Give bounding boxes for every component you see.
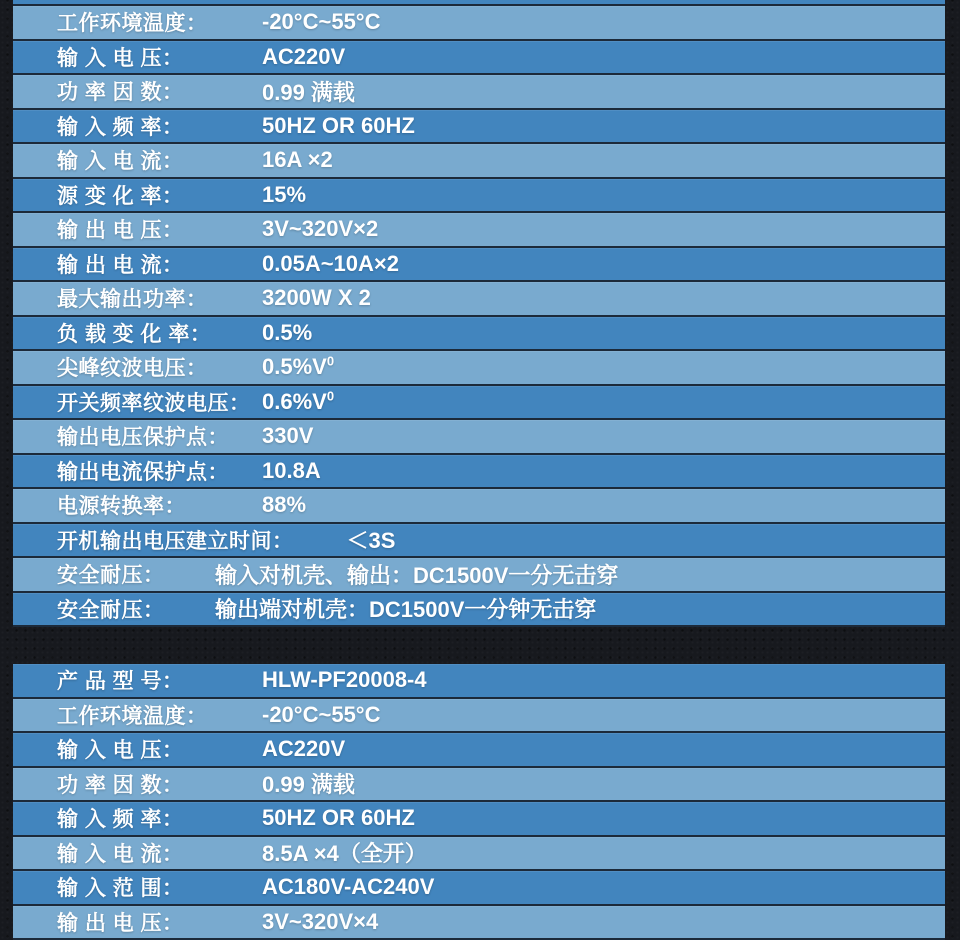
spec-label: 输 入 电 流： — [57, 145, 262, 175]
spec-row — [13, 768, 945, 803]
spec-label: 尖峰纹波电压： — [57, 352, 262, 382]
spec-value: 输出端对机壳：DC1500V一分钟无击穿 — [215, 593, 596, 624]
spec-label: 产 品 型 号： — [57, 665, 262, 695]
spec-label: 输 入 范 围： — [57, 872, 262, 902]
spec-label: 输 出 电 流： — [57, 249, 262, 279]
spec-label: 输出电压保护点： — [57, 421, 262, 451]
spec-label: 输出电流保护点： — [57, 456, 262, 486]
spec-label: 安全耐压： — [57, 559, 215, 589]
spec-row — [13, 699, 945, 734]
spec-label: 工作环境温度： — [57, 7, 262, 37]
spec-value: AC220V — [262, 44, 345, 70]
spec-label: 功 率 因 数： — [57, 76, 262, 106]
spec-value-superscript: 0 — [327, 354, 334, 369]
spec-label: 工作环境温度： — [57, 700, 262, 730]
spec-label: 电源转换率： — [57, 490, 262, 520]
spec-row — [13, 282, 945, 317]
spec-row — [13, 110, 945, 145]
spec-label: 最大输出功率： — [57, 283, 262, 313]
spec-label: 输 入 频 率： — [57, 803, 262, 833]
spec-value: 3200W X 2 — [262, 285, 371, 311]
spec-row — [13, 351, 945, 386]
spec-value: -20°C~55°C — [262, 702, 381, 728]
spec-value: 88% — [262, 492, 306, 518]
spec-row — [13, 837, 945, 872]
spec-value: 8.5A ×4（全开） — [262, 837, 427, 868]
spec-row — [13, 144, 945, 179]
spec-row — [13, 871, 945, 906]
spec-row — [13, 386, 945, 421]
spec-row — [13, 420, 945, 455]
spec-value: $0.6\%V^0$ — [262, 389, 334, 415]
spec-table-lower — [13, 664, 945, 940]
spec-row — [13, 6, 945, 41]
spec-label: 安全耐压： — [57, 594, 215, 624]
spec-value: 0.5% — [262, 320, 312, 346]
spec-row — [13, 906, 945, 940]
spec-row — [13, 179, 945, 214]
spec-label: 输 入 电 压： — [57, 734, 262, 764]
spec-row — [13, 593, 945, 628]
section-gap — [0, 627, 960, 664]
spec-row — [13, 524, 945, 559]
spec-row — [13, 213, 945, 248]
spec-row — [13, 248, 945, 283]
spec-row — [13, 558, 945, 593]
spec-value: -20°C~55°C — [262, 9, 381, 35]
spec-label: 输 入 频 率： — [57, 111, 262, 141]
spec-value: $0.5\%V^0$ — [262, 354, 334, 380]
spec-value: AC220V — [262, 736, 345, 762]
spec-value: 0.99 满载 — [262, 76, 355, 107]
spec-label: 功 率 因 数： — [57, 769, 262, 799]
spec-label: 负 载 变 化 率： — [57, 318, 262, 348]
spec-value: 0.05A~10A×2 — [262, 251, 399, 277]
spec-value: ＜3S — [347, 524, 396, 555]
spec-value: 3V~320V×4 — [262, 909, 378, 935]
spec-label: 输 入 电 压： — [57, 42, 262, 72]
spec-value: 50HZ OR 60HZ — [262, 113, 415, 139]
spec-value-superscript: 0 — [327, 388, 334, 403]
spec-row — [13, 664, 945, 699]
spec-value: AC180V-AC240V — [262, 874, 434, 900]
spec-label: 输 出 电 压： — [57, 907, 262, 937]
spec-value: 3V~320V×2 — [262, 216, 378, 242]
spec-label: 输 出 电 压： — [57, 214, 262, 244]
spec-value: 15% — [262, 182, 306, 208]
spec-row — [13, 317, 945, 352]
spec-label: 源 变 化 率： — [57, 180, 262, 210]
spec-label: 开关频率纹波电压： — [57, 387, 262, 417]
spec-value: 16A ×2 — [262, 147, 333, 173]
spec-row — [13, 802, 945, 837]
spec-row — [13, 733, 945, 768]
spec-value: 50HZ OR 60HZ — [262, 805, 415, 831]
spec-label: 输 入 电 流： — [57, 838, 262, 868]
spec-value: 10.8A — [262, 458, 321, 484]
spec-table-upper — [13, 0, 945, 627]
spec-value: 330V — [262, 423, 313, 449]
spec-row — [13, 455, 945, 490]
spec-value: 输入对机壳、输出：DC1500V一分无击穿 — [215, 559, 618, 590]
spec-label: 开机输出电压建立时间： — [57, 525, 294, 555]
spec-row — [13, 75, 945, 110]
spec-row — [13, 41, 945, 76]
spec-row — [13, 489, 945, 524]
spec-value: HLW-PF20008-4 — [262, 667, 427, 693]
spec-value: 0.99 满载 — [262, 768, 355, 799]
